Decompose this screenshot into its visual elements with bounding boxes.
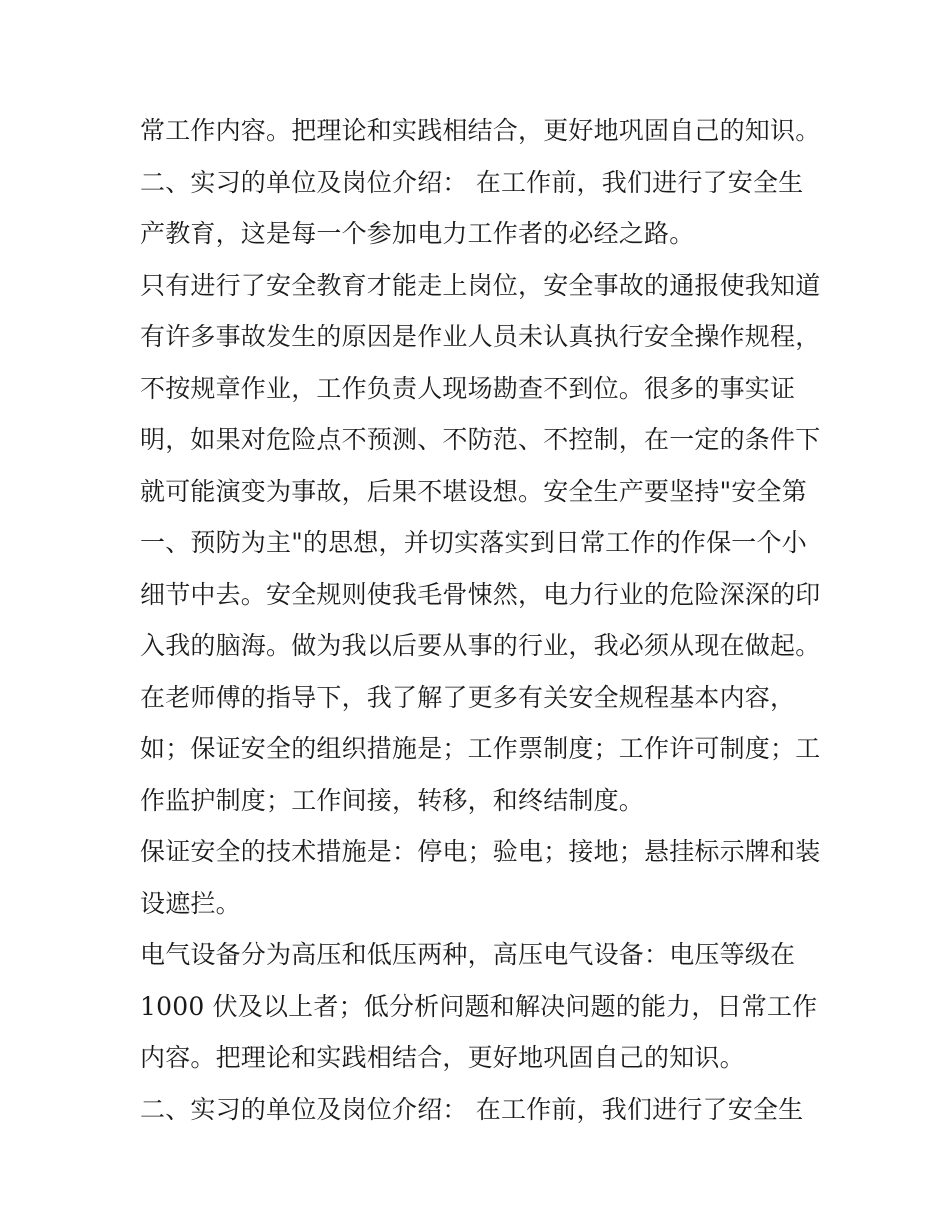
text-line: 细节中去。安全规则使我毛骨悚然，电力行业的危险深深的印 [140, 579, 821, 609]
text-line: 就可能演变为事故，后果不堪设想。安全生产要坚持"安全第 [140, 476, 807, 506]
text-line: 二、实习的单位及岗位介绍： 在工作前，我们进行了安全生 [140, 167, 804, 197]
text-line: 产教育，这是每一个参加电力工作者的必经之路。 [140, 219, 695, 248]
text-line: 二、实习的单位及岗位介绍： 在工作前，我们进行了安全生 [140, 1094, 804, 1124]
text-line: 有许多事故发生的原因是作业人员未认真执行安全操作规程， [140, 322, 821, 351]
body-text [140, 105, 830, 1135]
text-line: 不按规章作业，工作负责人现场勘查不到位。很多的事实证 [140, 373, 796, 403]
text-line: 1000 伏及以上者；低分析问题和解决问题的能力，日常工作 [140, 991, 818, 1021]
text-line: 保证安全的技术措施是：停电；验电；接地；悬挂标示牌和装 [140, 837, 821, 866]
text-line: 作监护制度；工作间接，转移，和终结制度。 [140, 785, 645, 815]
text-line: 如；保证安全的组织措施是；工作票制度；工作许可制度；工 [140, 734, 821, 763]
text-line: 设遮拦。 [140, 888, 241, 918]
text-line: 电气设备分为高压和低压两种，高压电气设备：电压等级在 [140, 940, 796, 969]
text-line: 一、预防为主"的思想，并切实落实到日常工作的作保一个小 [140, 528, 807, 557]
text-line: 在老师傅的指导下，我了解了更多有关安全规程基本内容， [140, 682, 796, 712]
text-line: 常工作内容。把理论和实践相结合，更好地巩固自己的知识。 [140, 116, 821, 145]
text-line: 内容。把理论和实践相结合，更好地巩固自己的知识。 [140, 1043, 745, 1072]
text-line: 只有进行了安全教育才能走上岗位，安全事故的通报使我知道 [140, 270, 821, 300]
text-line: 明，如果对危险点不预测、不防范、不控制，在一定的条件下 [140, 425, 821, 454]
text-line: 入我的脑海。做为我以后要从事的行业，我必须从现在做起。 [140, 631, 821, 660]
